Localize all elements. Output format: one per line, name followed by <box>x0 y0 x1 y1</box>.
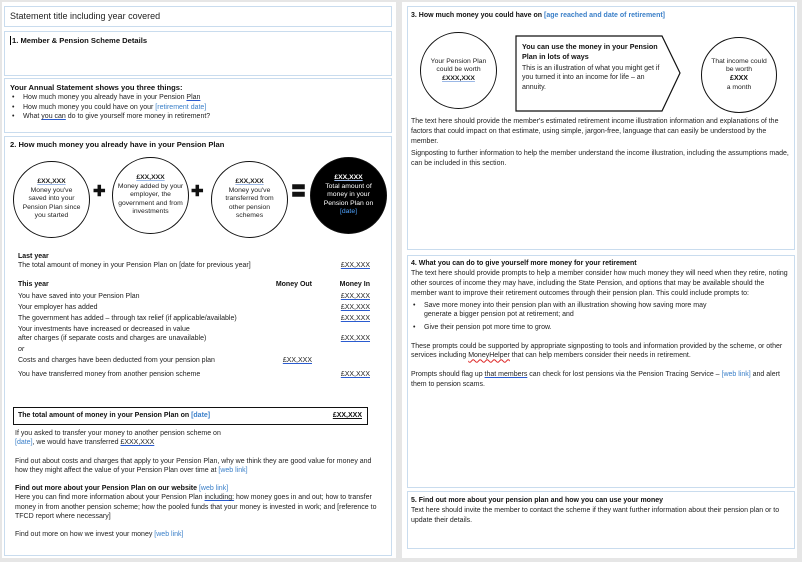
section3-para1: The text here should provide the member's estimated retirement income illustration information and explanations of the factors that could impact on that estimate, using simple, jargon-free, language that can easily be understood by the member. <box>411 118 779 145</box>
equals-icon: 〓 <box>291 183 307 200</box>
circle-total: £XX,XXX Total amount of money in your Pension Plan on [date] <box>310 157 387 234</box>
last-year-heading: Last year <box>18 253 49 260</box>
arrow-text: You can use the money in your Pension Plan in lots of ways This is an illustration of what you might get if you turned it into an income for life – an annuity. <box>522 42 660 91</box>
intro-box <box>4 78 392 133</box>
circle-pension-worth: Your Pension Plan could be worth £XXX,XXX <box>420 32 497 109</box>
table-row: You have transferred money from another pension scheme £XX,XXX <box>18 371 370 378</box>
statement-title: Statement title including year covered <box>10 11 161 21</box>
title-box[interactable] <box>4 6 392 27</box>
section2-box <box>4 136 392 556</box>
section4-heading: 4. What you can do to give yourself more money for your retirement <box>411 260 637 267</box>
circle-added: £XX,XXX Money added by your employer, the government and from investments <box>112 157 189 234</box>
prompt-bullet: • Give their pension pot more time to grow. <box>411 324 791 333</box>
page-right <box>402 2 797 558</box>
invest-text: Find out more on how we invest your money [web link] <box>15 531 184 538</box>
circle-saved: £XX,XXX Money you've saved into your Pension Plan since you started <box>13 161 90 238</box>
prompt-bullet: • Save more money into their pension plan with an illustration showing how saving more may generate a bigger pension pot at retirement; and <box>411 302 791 319</box>
section4-box <box>407 255 795 488</box>
table-row: Your employer has added £XX,XXX <box>18 304 370 311</box>
last-year-row: The total amount of money in your Pension Plan on [date for previous year] £XX,XXX <box>18 262 370 269</box>
section5-heading: 5. Find out more about your pension plan and how you can use your money <box>411 497 664 504</box>
table-row: Costs and charges have been deducted from your pension plan £XX,XXX <box>18 357 312 364</box>
intro-item: • How much money you could have on your [retirement date] <box>10 103 386 112</box>
section4-para2: These prompts could be supported by appropriate signposting to tools and information provided by the scheme, or other services including MoneyHelper that can help members consider their needs in retirement. <box>411 342 783 360</box>
section5-box <box>407 491 795 549</box>
plus-icon: ✚ <box>191 183 204 200</box>
this-year-header: This year Money Out Money In <box>18 281 370 288</box>
total-box: The total amount of money in your Pension Plan on [date] £XX,XXX <box>13 407 368 425</box>
member-details-box[interactable] <box>4 31 392 76</box>
costs-text: Find out about costs and charges that apply to your Pension Plan, why we think they are good value for money and how they might affect the value of your Pension Plan over time at [web link] <box>15 458 372 475</box>
transfer-text: If you asked to transfer your money to another pension scheme on [date], we would have transferred £XXX,XXX <box>15 430 221 447</box>
section4-para3: Prompts should flag up that members can check for lost pensions via the Pension Tracing Service – [web link] and alert them to pension scams. <box>411 370 780 388</box>
website-text: Find out more about your Pension Plan on our website [web link] Here you can find more information about your Pension Plan including: how money goes in and out; how to transfer money in from another pension scheme; how the pooled funds that your money is invested in work; and [reference to TFCD report where necessary] <box>15 485 377 521</box>
section5-text: Text here should invite the member to contact the scheme if they want further information about their pension plan or to update their details. <box>411 507 780 524</box>
table-row: The government has added – through tax relief (if applicable/available) £XX,XXX <box>18 315 370 322</box>
section3-heading: 3. How much money you could have on [age reached and date of retirement] <box>411 12 666 19</box>
circle-income-worth: That income could be worth £XXX a month <box>701 37 777 113</box>
page-left <box>2 2 396 558</box>
intro-item: • What you can do to give yourself more money in retirement? <box>10 112 386 121</box>
section3-box <box>407 6 795 250</box>
section2-heading: 2. How much money you already have in your Pension Plan <box>10 140 225 149</box>
circle-transferred: £XX,XXX Money you've transferred from other pension schemes <box>211 161 288 238</box>
intro-heading: Your Annual Statement shows you three things: <box>10 83 183 92</box>
intro-item: • How much money you already have in your Pension Plan <box>10 93 386 102</box>
table-row: Your investments have increased or decreased in value after charges (if separate costs and charges are unavailable) £XX,XXX <box>18 326 370 343</box>
plus-icon: ✚ <box>93 183 106 200</box>
section1-heading: 1. Member & Pension Scheme Details <box>12 36 148 45</box>
table-row: You have saved into your Pension Plan £XX,XXX <box>18 293 370 300</box>
section3-para2: Signposting to further information to help the member understand the income illustration, including the assumptions made, can be included in this section. <box>411 150 789 167</box>
or-text: or <box>18 346 25 353</box>
section4-para1: The text here should provide prompts to help a member consider how much money they will need when they retire, noting other sources of income they may have, including the State Pension, and options that may be available should the member want to improve their retirement outcomes through their pension plan. This could include prompts to: <box>411 270 788 297</box>
